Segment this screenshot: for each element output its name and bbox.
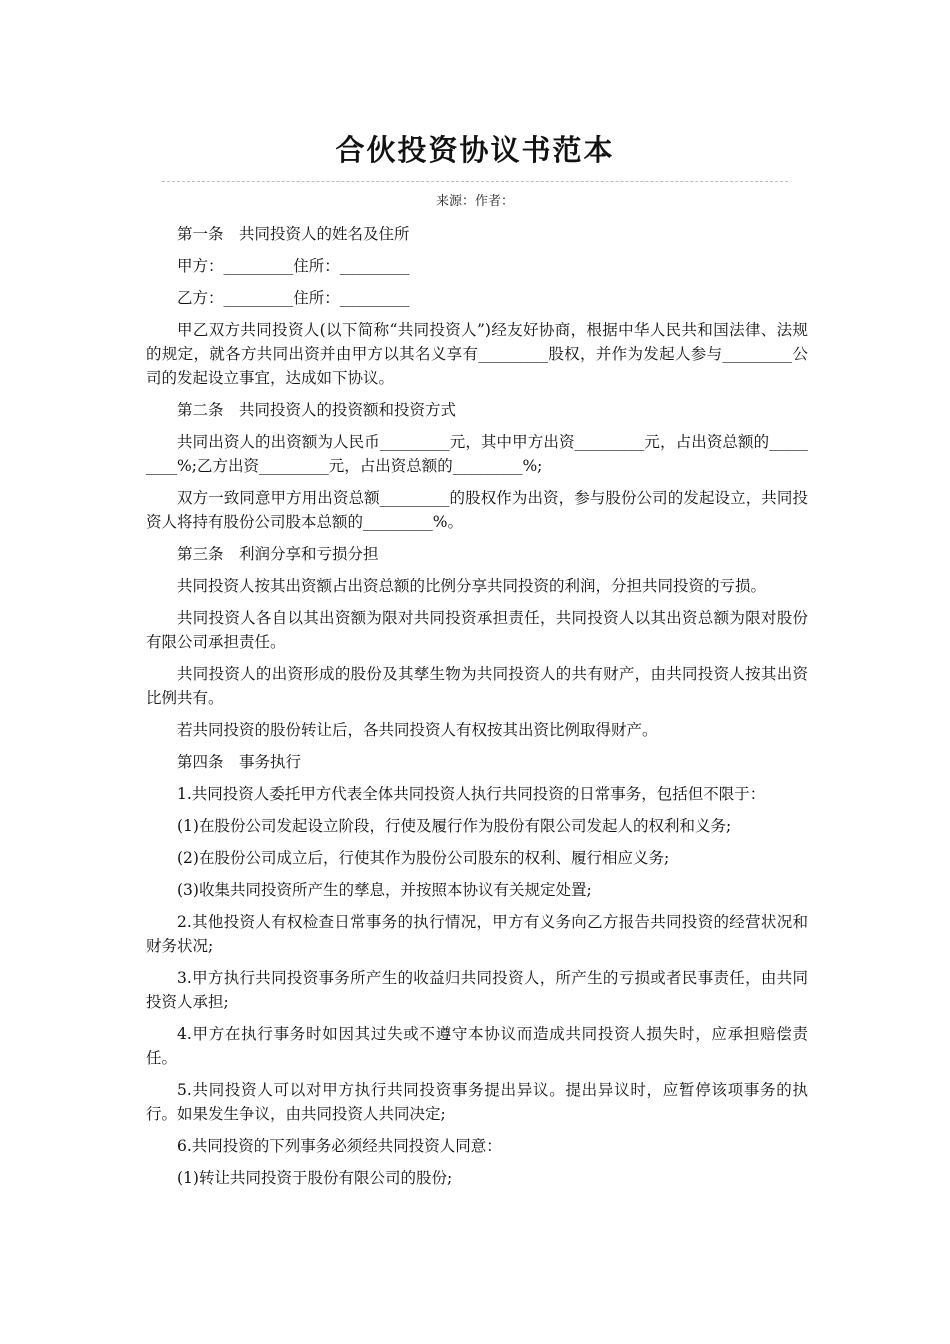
preamble-paragraph: 甲乙双方共同投资人(以下简称“共同投资人”)经友好协商，根据中华人民共和国法律、法规的规定，就各方共同出资并由甲方以其名义享有_________股权，并作为发起人参与_________公司的发起设立事宜，达成如下协议。 [146,321,808,387]
document-body [146,222,808,1198]
clause-4-1-item-1: (1)在股份公司发起设立阶段，行使及履行作为股份有限公司发起人的权利和义务; [177,817,732,835]
party-b-line: 乙方：_________住所：_________ [177,289,410,307]
clause-4-6-item-1: (1)转让共同投资于股份有限公司的股份; [177,1169,453,1187]
profit-sharing-paragraph: 共同投资人按其出资额占出资总额的比例分享共同投资的利润，分担共同投资的亏损。 [177,577,767,595]
clause-4-1-item-2: (2)在股份公司成立后，行使其作为股份公司股东的权利、履行相应义务; [177,849,670,867]
source-author-line: 来源：作者： [435,194,514,209]
clause-4-1-item-3: (3)收集共同投资所产生的孳息，并按照本协议有关规定处置; [177,881,592,899]
document-title: 合伙投资协议书范本 [335,133,615,167]
investment-amount-paragraph: 共同出资人的出资额为人民币_________元，其中甲方出资_________元，占出资总额的_________%;乙方出资_________元，占出资总额的_________%; [146,433,808,475]
transfer-paragraph: 若共同投资的股份转让后，各共同投资人有权按其出资比例取得财产。 [177,721,658,739]
liability-paragraph: 共同投资人各自以其出资额为限对共同投资承担责任，共同投资人以其出资总额为限对股份有限公司承担责任。 [146,609,808,651]
equity-contribution-paragraph: 双方一致同意甲方用出资总额_________的股权作为出资，参与股份公司的发起设立，共同投资人将持有股份公司股本总额的_________%。 [146,489,808,531]
clause-4-2: 2.其他投资人有权检查日常事务的执行情况，甲方有义务向乙方报告共同投资的经营状况和财务状况; [146,913,808,955]
clause-4-4: 4.甲方在执行事务时如因其过失或不遵守本协议而造成共同投资人损失时，应承担赔偿责任。 [146,1025,808,1067]
article-2-heading: 第二条 共同投资人的投资额和投资方式 [177,401,457,419]
article-3-heading: 第三条 利润分享和亏损分担 [177,545,379,563]
clause-4-1: 1.共同投资人委托甲方代表全体共同投资人执行共同投资的日常事务，包括但不限于： [177,785,766,803]
article-4-heading: 第四条 事务执行 [177,753,302,771]
party-a-line: 甲方：_________住所：_________ [177,257,410,275]
clause-4-3: 3.甲方执行共同投资事务所产生的收益归共同投资人，所产生的亏损或者民事责任，由共同投资人承担; [146,969,808,1011]
clause-4-6: 6.共同投资的下列事务必须经共同投资人同意： [177,1137,502,1155]
article-1-heading: 第一条 共同投资人的姓名及住所 [177,225,410,243]
title-divider [162,181,788,182]
clause-4-5: 5.共同投资人可以对甲方执行共同投资事务提出异议。提出异议时，应暂停该项事务的执行。如果发生争议，由共同投资人共同决定; [146,1081,808,1123]
joint-property-paragraph: 共同投资人的出资形成的股份及其孳生物为共同投资人的共有财产，由共同投资人按其出资比例共有。 [146,665,808,707]
